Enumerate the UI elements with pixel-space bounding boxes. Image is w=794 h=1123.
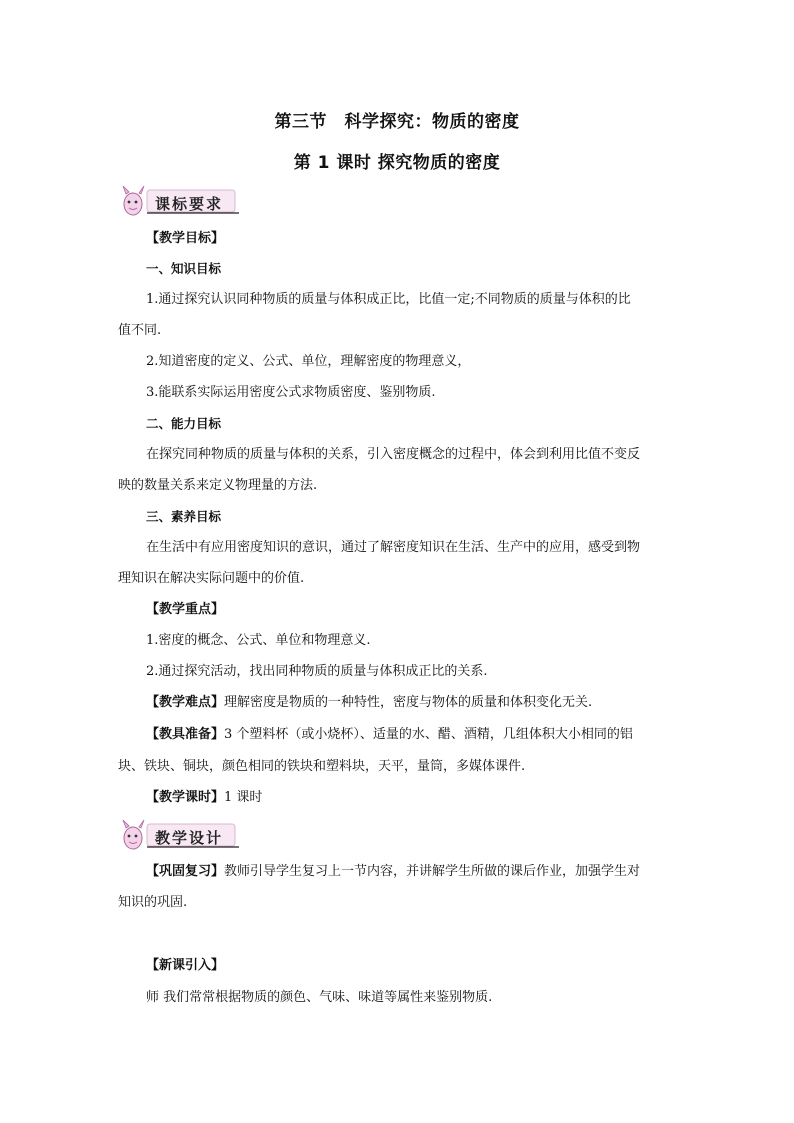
new-lesson-text: 师 我们常常根据物质的颜色、气味、味道等属性来鉴别物质. [146, 990, 493, 1005]
tools-line1 [146, 727, 678, 743]
knowledge-goal-1-line2: 值不同. [118, 323, 162, 338]
tools-line2: 块、铁块、铜块，颜色相同的铁块和塑料块，天平，量筒，多媒体课件. [118, 759, 526, 774]
banner-label: 教学设计 [155, 829, 224, 847]
section-banner-design [117, 818, 247, 852]
difficulty-line [146, 695, 678, 711]
review-line2: 知识的巩固. [118, 895, 188, 910]
key-point-1: 1.密度的概念、公式、单位和物理意义. [146, 633, 371, 648]
ability-goals-heading: 二、能力目标 [146, 416, 222, 431]
review-line1 [146, 864, 678, 880]
teaching-goals-heading: 【教学目标】 [146, 231, 225, 246]
review-label: 【巩固复习】 [146, 864, 225, 879]
literacy-goal-line2: 理知识在解决实际问题中的价值. [118, 571, 305, 586]
tools-text-1: 3 个塑料杯（或小烧杯）、适量的水、醋、酒精，几组体积大小相同的铝 [224, 727, 633, 742]
hours-text: 1 课时 [224, 790, 263, 805]
ability-goal-line1: 在探究同种物质的质量与体积的关系，引入密度概念的过程中，体会到利用比值不变反 [146, 447, 641, 462]
difficulty-text: 理解密度是物质的一种特性，密度与物体的质量和体积变化无关. [224, 695, 593, 710]
review-text-1: 教师引导学生复习上一节内容，并讲解学生所做的课后作业，加强学生对 [224, 864, 641, 879]
literacy-goals-heading: 三、素养目标 [146, 509, 222, 524]
new-lesson-heading: 【新课引入】 [146, 958, 225, 973]
knowledge-goal-2: 2.知道密度的定义、公式、单位，理解密度的物理意义， [146, 354, 471, 369]
hours-line [146, 790, 678, 806]
knowledge-goal-1-line1: 1.通过探究认识同种物质的质量与体积成正比，比值一定;不同物质的质量与体积的比 [146, 292, 631, 307]
key-points-heading: 【教学重点】 [146, 602, 225, 617]
page-title: 第三节 科学探究：物质的密度 [274, 112, 520, 132]
ability-goal-line2: 映的数量关系来定义物理量的方法. [118, 478, 318, 493]
banner-label: 课标要求 [155, 195, 224, 213]
page-subtitle: 第 1 课时 探究物质的密度 [293, 153, 501, 173]
section-banner-curriculum [117, 184, 247, 218]
key-point-2: 2.通过探究活动，找出同种物质的质量与体积成正比的关系. [146, 664, 488, 679]
literacy-goal-line1: 在生活中有应用密度知识的意识，通过了解密度知识在生活、生产中的应用，感受到物 [146, 540, 641, 555]
tools-label: 【教具准备】 [146, 727, 225, 742]
hours-label: 【教学课时】 [146, 790, 225, 805]
knowledge-goals-heading: 一、知识目标 [146, 261, 222, 276]
knowledge-goal-3: 3.能联系实际运用密度公式求物质密度、鉴别物质. [146, 385, 436, 400]
difficulty-label: 【教学难点】 [146, 695, 225, 710]
